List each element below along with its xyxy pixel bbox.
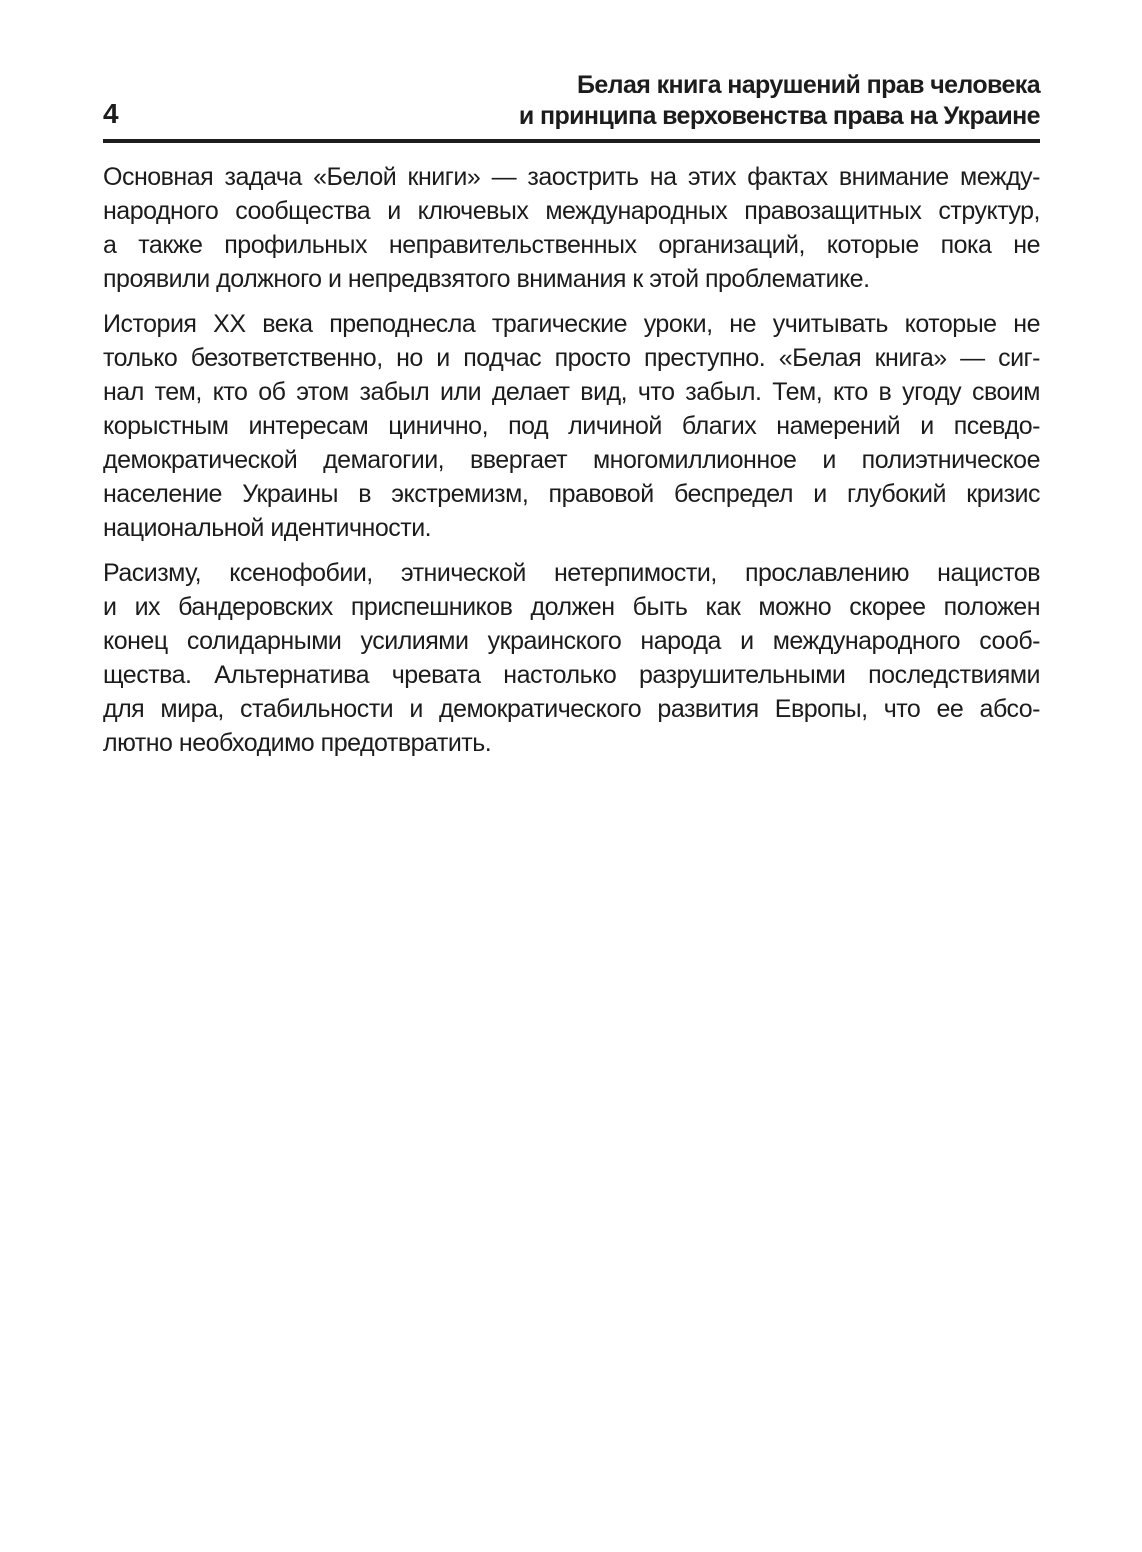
paragraph-line: и их бандеровских приспешников должен быть как можно скорее положен: [103, 593, 1040, 621]
paragraph-line: щества. Альтернатива чревата настолько разрушительными последствиями: [103, 661, 1040, 689]
paragraph-line: Основная задача «Белой книги» — заострить на этих фактах внимание между-: [103, 163, 1040, 191]
running-header-line-1: Белая книга нарушений прав человека: [577, 71, 1040, 99]
paragraph: [103, 556, 1040, 760]
paragraph-line: нал тем, кто об этом забыл или делает вид, что забыл. Тем, кто в угоду своим: [103, 378, 1040, 406]
paragraph-line: демократической демагогии, ввергает многомиллионное и полиэтническое: [103, 446, 1040, 474]
paragraph-line: национальной идентичности.: [103, 514, 432, 542]
paragraph: [103, 160, 1040, 296]
running-header: [103, 70, 1040, 132]
running-header-title: [519, 70, 1040, 132]
paragraph-line: конец солидарными усилиями украинского народа и международного сооб-: [103, 627, 1040, 655]
paragraph-line: только безответственно, но и подчас просто преступно. «Белая книга» — сиг-: [103, 344, 1040, 372]
paragraph-line: народного сообщества и ключевых международных правозащитных структур,: [103, 197, 1040, 225]
paragraph-line: История XX века преподнесла трагические уроки, не учитывать которые не: [103, 310, 1040, 338]
page-body: [103, 160, 1040, 760]
page-number: 4: [103, 98, 119, 129]
paragraph-line: а также профильных неправительственных организаций, которые пока не: [103, 231, 1040, 259]
paragraph-line: проявили должного и непредвзятого внимания к этой проблематике.: [103, 265, 870, 293]
running-header-line-2: и принципа верховенства права на Украине: [518, 102, 1040, 130]
paragraph-line: Расизму, ксенофобии, этнической нетерпимости, прославлению нацистов: [103, 559, 1040, 587]
paragraph-line: для мира, стабильности и демократического развития Европы, что ее абсо-: [103, 695, 1040, 723]
paragraph-line: лютно необходимо предотвратить.: [103, 729, 492, 757]
header-rule: [103, 139, 1040, 143]
paragraph: [103, 307, 1040, 545]
paragraph-line: корыстным интересам цинично, под личиной благих намерений и псевдо-: [103, 412, 1040, 440]
paragraph-line: население Украины в экстремизм, правовой беспредел и глубокий кризис: [103, 480, 1040, 508]
